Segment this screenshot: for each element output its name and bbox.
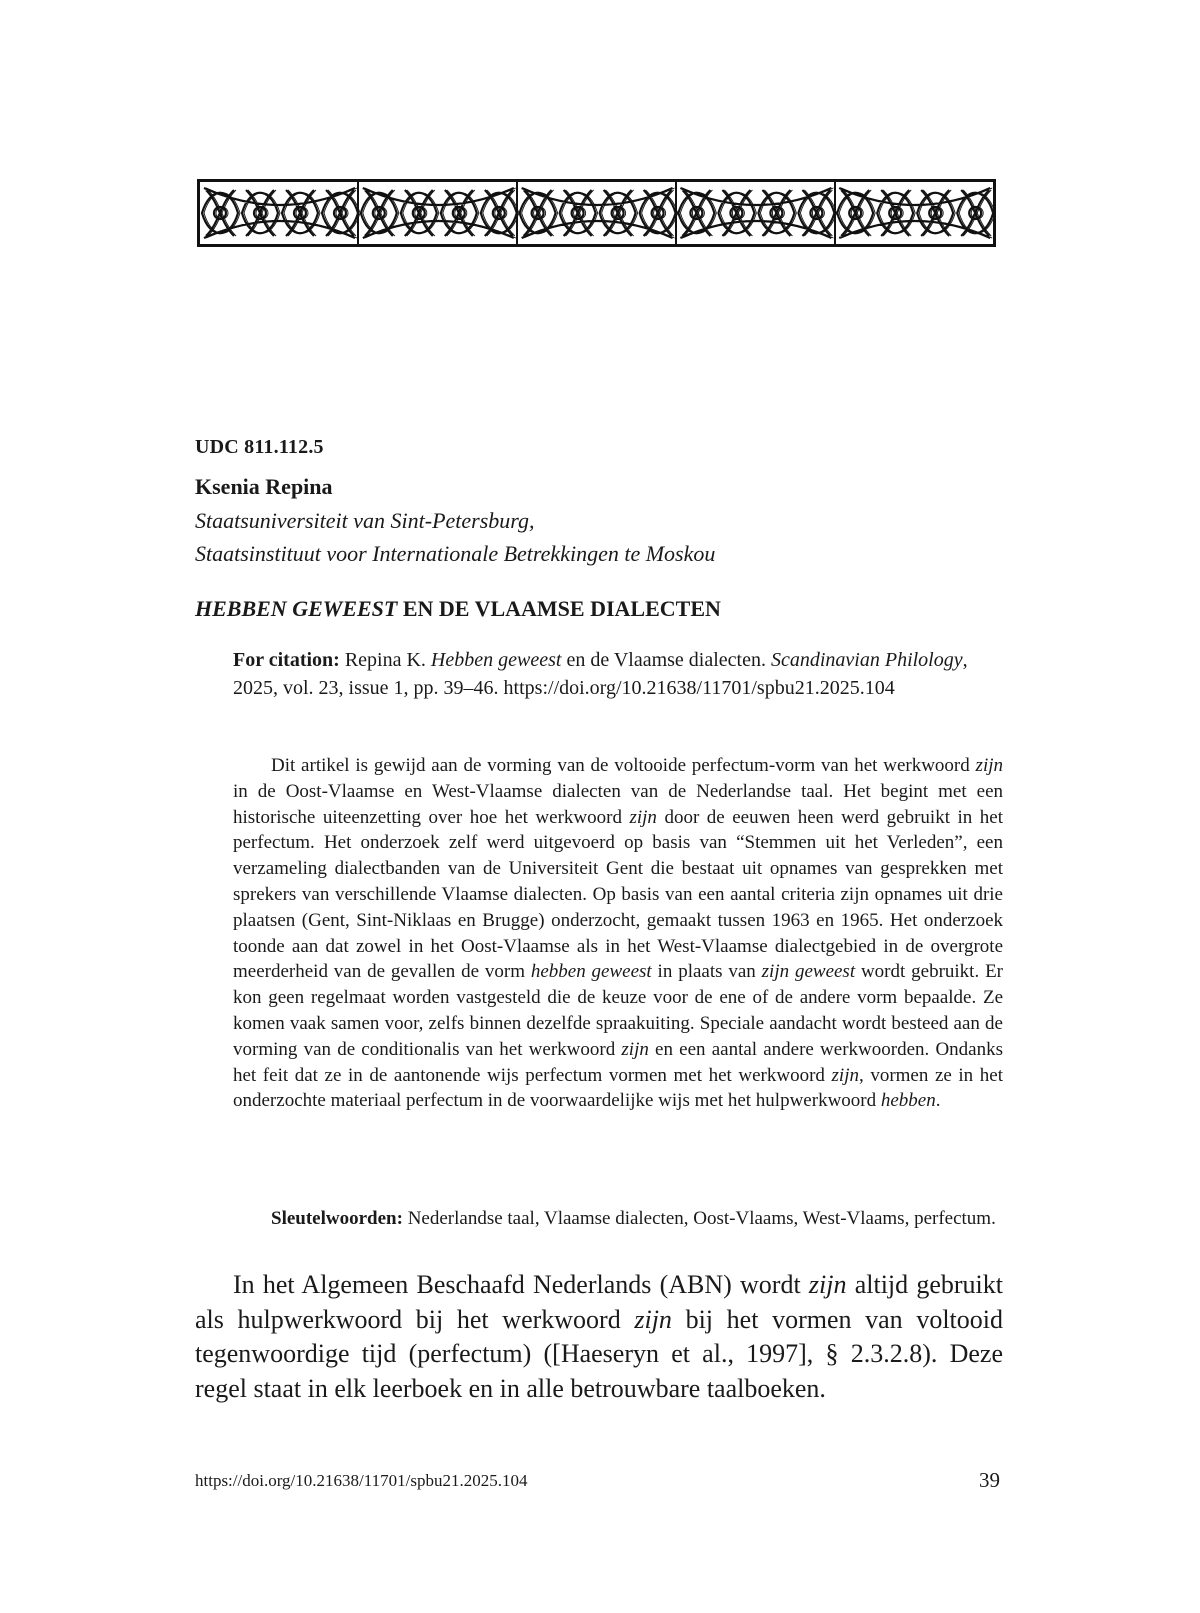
abstract-text: in plaats van bbox=[651, 961, 762, 983]
abstract-text: . bbox=[935, 1090, 941, 1112]
udc-code: UDC 811.112.5 bbox=[195, 436, 324, 458]
keywords-label: Sleutelwoorden: bbox=[271, 1208, 403, 1229]
abstract-text: Dit artikel is gewijd aan de vorming van de voltooide perfectum-vorm van het werkwoord bbox=[271, 755, 976, 776]
body-text-run: In het Algemeen Beschaafd Nederlands (ABN) wordt bbox=[233, 1270, 809, 1299]
decorative-knotwork-banner bbox=[197, 179, 996, 247]
body-text-run: bij het vormen van voltooid tegenwoordige tijd (perfectum) ([Haeseryn et al., 1997], § 2.3.2.8). Deze regel staat in elk leerboek en in alle betrouwbare taalboeken. bbox=[195, 1304, 1004, 1403]
body-text-run: altijd gebruikt als hulpwerkwoord bij het werkwoord bbox=[195, 1270, 1003, 1334]
abstract-emphasis: zijn bbox=[629, 806, 657, 828]
abstract-emphasis: hebben geweest bbox=[530, 961, 652, 983]
abstract-emphasis: zijn bbox=[621, 1038, 649, 1060]
author-name: Ksenia Repina bbox=[195, 474, 333, 499]
abstract-text: , vormen ze in het onderzochte materiaal perfectum in de voorwaardelijke wijs met het hulpwerkwoord bbox=[233, 1064, 1003, 1112]
abstract-emphasis: zijn bbox=[975, 755, 1003, 776]
abstract-text: en een aantal andere werkwoorden. Ondanks het feit dat ze in de aantonende wijs perfectum vormen met het werkwoord bbox=[233, 1038, 1003, 1086]
citation-label: For citation: bbox=[233, 649, 340, 671]
title-rest: EN DE VLAAMSE DIALECTEN bbox=[397, 596, 721, 621]
citation-text: Repina K. bbox=[339, 649, 431, 671]
article-title bbox=[195, 596, 721, 622]
keywords-paragraph bbox=[233, 1206, 1003, 1232]
body-emphasis: zijn bbox=[808, 1270, 847, 1299]
abstract-text: in de Oost-Vlaamse en West-Vlaamse dialecten van de Nederlandse taal. Het begint met een historische uiteenzetting over hoe het werkwoord bbox=[233, 780, 1003, 828]
citation-journal: Scandinavian Philology bbox=[770, 649, 963, 671]
body-emphasis: zijn bbox=[634, 1304, 672, 1334]
abstract-emphasis: zijn bbox=[831, 1064, 859, 1086]
citation-doi: , 2025, vol. 23, issue 1, pp. 39–46. https://doi.org/10.21638/11701/spbu21.2025.104 bbox=[233, 649, 968, 699]
knotwork-ornament-icon bbox=[200, 182, 993, 244]
keywords-text: Nederlandse taal, Vlaamse dialecten, Oost-Vlaams, West-Vlaams, perfectum. bbox=[402, 1208, 996, 1229]
citation-title-italic: Hebben geweest bbox=[430, 649, 562, 671]
abstract-emphasis: zijn geweest bbox=[761, 961, 856, 983]
abstract-emphasis: hebben bbox=[880, 1090, 936, 1112]
abstract-text: door de eeuwen heen werd gebruikt in het perfectum. Het onderzoek zelf werd uitgevoerd op basis van “Stemmen uit het Verleden”, een verzameling dialectbanden van de Universiteit Gent die bestaat uit opnames van gesprekken met sprekers van verschillende Vlaamse dialecten. Op basis van een aantal criteria zijn opnames uit drie plaatsen (Gent, Sint-Niklaas en Brugge) onderzocht, gemaakt tussen 1963 en 1965. Het onderzoek toonde aan dat zowel in het Oost-Vlaamse als in het West-Vlaamse dialectgebied in de overgrote meerderheid van de gevallen de vorm bbox=[233, 806, 1003, 983]
abstract-paragraph bbox=[233, 753, 1003, 1114]
footer-doi-link[interactable]: https://doi.org/10.21638/11701/spbu21.2025.104 bbox=[195, 1471, 528, 1490]
affiliation-line-2: Staatsinstituut voor Internationale Betrekkingen te Moskou bbox=[195, 541, 716, 566]
citation-block bbox=[233, 646, 1003, 702]
affiliation-line-1: Staatsuniversiteit van Sint-Petersburg, bbox=[195, 508, 535, 533]
citation-text: en de Vlaamse dialecten. bbox=[561, 649, 771, 671]
body-paragraph bbox=[195, 1268, 1003, 1406]
page-number: 39 bbox=[979, 1468, 1000, 1492]
title-italic-part: HEBBEN GEWEEST bbox=[195, 596, 398, 621]
abstract-text: wordt gebruikt. Er kon geen regelmaat worden vastgesteld die de keuze voor de ene of de andere vorm bepaalde. Ze komen vaak samen voor, zelfs binnen dezelfde spraakuiting. Speciale aandacht wordt besteed aan de vorming van de conditionalis van het werkwoord bbox=[233, 961, 1003, 1060]
author-affiliation bbox=[195, 504, 715, 570]
